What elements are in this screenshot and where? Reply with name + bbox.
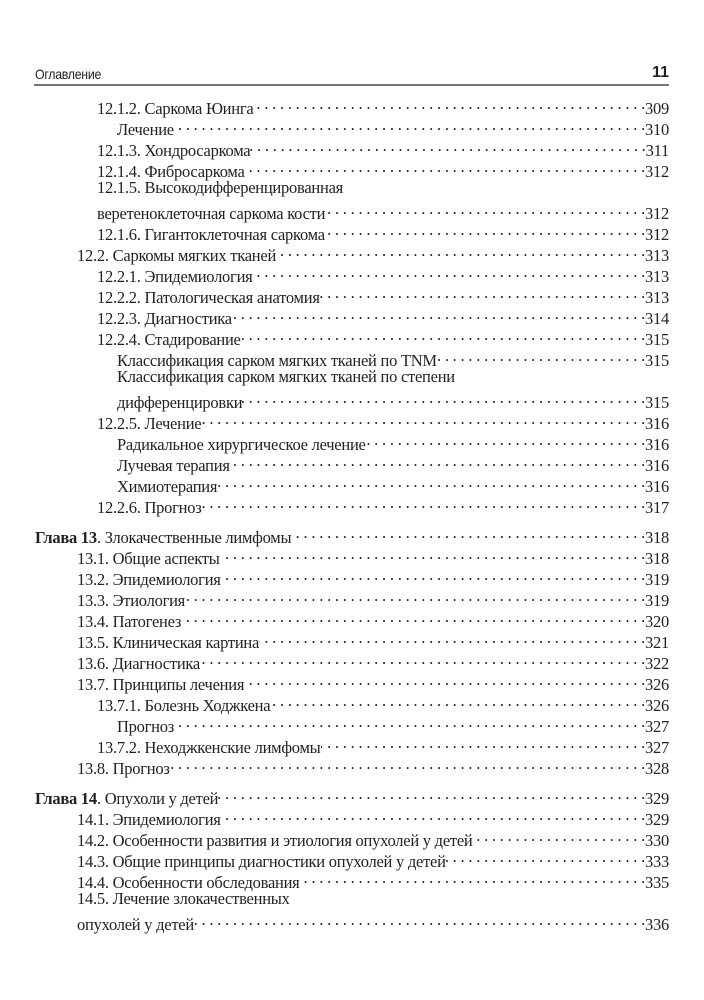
toc-entry-text: 13.1. Общие аспекты	[77, 549, 220, 568]
toc-entry-text: 13.7.1. Болезнь Ходжкена	[97, 696, 271, 715]
toc-entry-text: . Опухоли у детей	[96, 789, 219, 808]
dot-leader	[253, 93, 645, 114]
toc-entry-text: 12.2.3. Диагностика	[97, 309, 232, 328]
toc-page-number: 313	[645, 267, 669, 286]
toc-entry[interactable]	[35, 93, 669, 118]
toc-page-number: 318	[645, 549, 669, 568]
toc-page-number: 309	[645, 99, 669, 118]
toc-page-number: 312	[645, 204, 669, 223]
dot-leader	[446, 846, 645, 867]
dot-leader	[276, 240, 645, 261]
toc-page-number: 321	[645, 633, 669, 652]
toc-entry-text: 13.2. Эпидемиология	[77, 570, 221, 589]
toc-entry-title	[97, 497, 202, 518]
toc-entry-title	[77, 758, 170, 779]
toc-entry-title	[77, 653, 200, 674]
toc-entry-text: 14.5. Лечение злокачественных	[77, 889, 290, 908]
dot-leader	[320, 282, 645, 303]
toc-page-number: 314	[645, 309, 669, 328]
toc-entry-text: 13.3. Этиология	[77, 591, 186, 610]
dot-leader	[201, 408, 645, 429]
dot-leader	[245, 156, 645, 177]
toc-entry-continuation[interactable]	[35, 198, 669, 223]
toc-entry-text: 12.2. Саркомы мягких тканей	[77, 246, 277, 265]
toc-entry-text: 12.2.5. Лечение	[97, 414, 202, 433]
toc-entry-text: 12.1.2. Саркома Юинга	[97, 99, 254, 118]
page-number: 11	[652, 64, 669, 81]
toc-entry-text: Лучевая терапия	[117, 456, 230, 475]
toc-entry-title	[97, 266, 253, 287]
toc-entry-text: 12.2.2. Патологическая анатомия	[97, 288, 320, 307]
toc-entry[interactable]	[35, 888, 669, 909]
dot-leader	[270, 690, 645, 711]
toc-entry-text: 12.1.4. Фибросаркома	[97, 162, 245, 181]
toc-page-number: 312	[645, 162, 669, 181]
toc-entry-text: 12.1.3. Хондросаркома	[97, 141, 251, 160]
toc-entry-title	[97, 177, 343, 198]
dot-leader	[321, 732, 645, 753]
toc-entry-text: 13.8. Прогноз	[77, 759, 170, 778]
toc-entry-title	[117, 119, 174, 140]
toc-entry[interactable]	[35, 366, 669, 387]
toc-page-number: 316	[645, 477, 669, 496]
toc-page-number: 317	[645, 498, 669, 517]
dot-leader	[232, 303, 645, 324]
toc-entry-title	[97, 308, 232, 329]
toc-entry-text: Лечение	[117, 120, 174, 139]
dot-leader	[220, 543, 645, 564]
toc-entry-title	[77, 830, 473, 851]
toc-entry-text: Классификация сарком мягких тканей по TNM	[117, 351, 437, 370]
toc-entry-title	[117, 455, 230, 476]
toc-page-number: 322	[645, 654, 669, 673]
toc-page-number: 315	[645, 393, 669, 412]
toc-entry-text: 12.2.1. Эпидемиология	[97, 267, 253, 286]
dot-leader	[218, 783, 645, 804]
dot-leader	[242, 387, 645, 408]
dot-leader	[325, 198, 645, 219]
toc-entry-title	[77, 590, 185, 611]
toc-page-number: 327	[645, 738, 669, 757]
dot-leader	[200, 648, 645, 669]
running-header	[35, 58, 669, 82]
toc-page-number: 312	[645, 225, 669, 244]
dot-leader	[221, 564, 645, 585]
toc-page-number: 336	[645, 915, 669, 934]
toc-entry-continuation[interactable]	[35, 387, 669, 412]
toc-page-number: 315	[645, 330, 669, 349]
toc-page-number: 326	[645, 675, 669, 694]
toc-entry-text: дифференцировки	[117, 393, 243, 412]
toc-page-number: 316	[645, 456, 669, 475]
toc-entry-title	[35, 788, 218, 809]
toc-entry-continuation[interactable]	[35, 909, 669, 934]
toc-entry-title	[77, 888, 290, 909]
toc-entry-text: 12.2.4. Стадирование	[97, 330, 241, 349]
dot-leader	[291, 522, 645, 543]
toc-entry-text: 14.1. Эпидемиология	[77, 810, 221, 829]
running-header-title: Оглавление	[35, 66, 102, 82]
toc-page-number: 320	[645, 612, 669, 631]
dot-leader	[174, 711, 645, 732]
toc-entry-text: 14.3. Общие принципы диагностики опухолей у детей	[77, 852, 446, 871]
toc-entry-title	[77, 245, 276, 266]
toc-page-number: 330	[645, 831, 669, 850]
toc-page-number: 315	[645, 351, 669, 370]
dot-leader	[325, 219, 645, 240]
dot-leader	[181, 606, 645, 627]
dot-leader	[253, 261, 646, 282]
chapter-label: Глава 14	[35, 789, 97, 808]
toc-entry-text: веретеноклеточная саркома кости	[97, 204, 326, 223]
dot-leader	[250, 135, 645, 156]
toc-page-number: 319	[645, 591, 669, 610]
toc-entry-text: 14.2. Особенности развития и этиология опухолей у детей	[77, 831, 473, 850]
toc-entry[interactable]	[35, 177, 669, 198]
dot-leader	[244, 669, 645, 690]
toc-entry-text: Классификация сарком мягких тканей по степени	[117, 367, 455, 386]
toc-entry-text: 12.2.6. Прогноз	[97, 498, 202, 517]
toc-entry-title	[97, 413, 201, 434]
toc-page-number: 328	[645, 759, 669, 778]
dot-leader	[259, 627, 645, 648]
toc-entry-title	[117, 366, 455, 387]
dot-leader	[437, 345, 645, 366]
toc-entry-text: 14.4. Особенности обследования	[77, 873, 300, 892]
dot-leader	[241, 324, 645, 345]
toc-page-number: 319	[645, 570, 669, 589]
toc-entry-text: 13.7.2. Неходжкенские лимфомы	[97, 738, 321, 757]
toc-page-number: 313	[645, 246, 669, 265]
toc-chapter[interactable]	[35, 522, 669, 547]
toc-entry-text: . Злокачественные лимфомы	[96, 528, 292, 547]
toc-page-number: 311	[645, 141, 669, 160]
toc-page-number: 316	[645, 414, 669, 433]
dot-leader	[217, 471, 645, 492]
toc-entry-text: 13.5. Клиническая картина	[77, 633, 260, 652]
toc-entry-text: 13.7. Принципы лечения	[77, 675, 245, 694]
toc-page-number: 335	[645, 873, 669, 892]
toc-page-number: 326	[645, 696, 669, 715]
toc-page-number: 327	[645, 717, 669, 736]
dot-leader	[221, 804, 645, 825]
toc-page-number: 313	[645, 288, 669, 307]
toc-chapter[interactable]	[35, 783, 669, 808]
toc-entry-text: 12.1.5. Высокодифференцированная	[97, 178, 343, 197]
toc-page-number: 310	[645, 120, 669, 139]
header-rule	[34, 84, 669, 86]
toc-page-number: 316	[645, 435, 669, 454]
toc-page-number: 329	[645, 789, 669, 808]
toc-page-number: 329	[645, 810, 669, 829]
toc-entry-text: Радикальное хирургическое лечение	[117, 435, 366, 454]
dot-leader	[185, 585, 645, 606]
dot-leader	[300, 867, 645, 888]
dot-leader	[230, 450, 645, 471]
toc-page-number: 333	[645, 852, 669, 871]
toc-entry-text: 13.6. Диагностика	[77, 654, 200, 673]
table-of-contents	[35, 93, 669, 934]
dot-leader	[202, 492, 645, 513]
chapter-label: Глава 13	[35, 528, 97, 547]
dot-leader	[194, 909, 645, 930]
toc-entry-text: 12.1.6. Гигантоклеточная саркома	[97, 225, 325, 244]
toc-entry-title	[77, 674, 244, 695]
dot-leader	[174, 114, 645, 135]
toc-page-number: 318	[645, 528, 669, 547]
dot-leader	[366, 429, 645, 450]
toc-entry-text: опухолей у детей	[77, 915, 194, 934]
toc-entry-text: 13.4. Патогенез	[77, 612, 182, 631]
toc-entry-title	[77, 548, 220, 569]
toc-entry-title	[77, 611, 181, 632]
toc-entry-title	[97, 140, 250, 161]
toc-entry-title	[97, 329, 241, 350]
dot-leader	[170, 753, 645, 774]
toc-entry-text: Химиотерапия	[117, 477, 218, 496]
toc-entry-title	[77, 809, 221, 830]
toc-entry-text: Прогноз	[117, 717, 175, 736]
toc-entry-title	[117, 716, 174, 737]
dot-leader	[473, 825, 645, 846]
